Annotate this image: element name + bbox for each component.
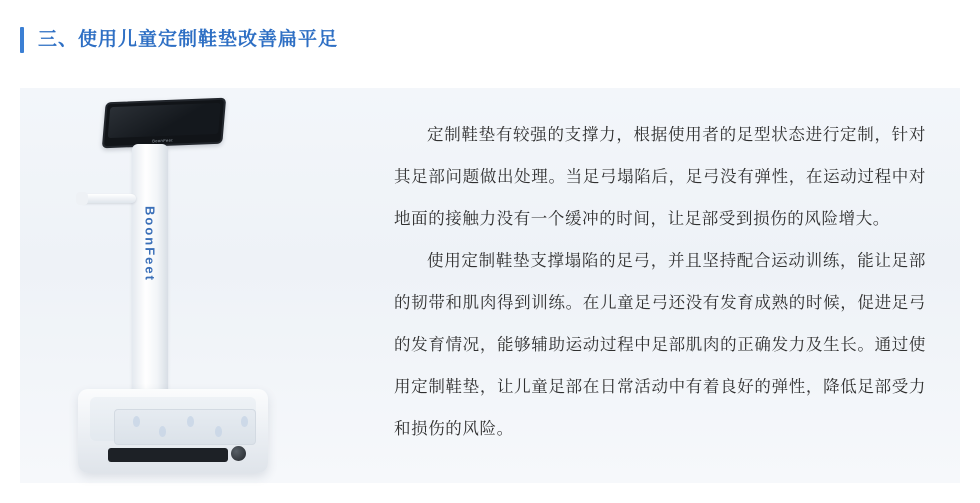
device-card-slot [108, 448, 228, 462]
footprint-mark-icon [159, 426, 166, 437]
monitor-brand-label: BoonFeet [151, 137, 174, 144]
device-handle-cap [76, 192, 88, 205]
paragraph-1: 定制鞋垫有较强的支撑力，根据使用者的足型状态进行定制，针对其足部问题做出处理。当足弓塌陷后，足弓没有弹性，在运动过程中对地面的接触力没有一个缓冲的时间，让足部受到损伤的风险增大。 [394, 126, 926, 228]
device-figure [20, 88, 370, 483]
content-panel [20, 88, 960, 483]
foot-scanner-device [68, 94, 328, 474]
device-handle [80, 194, 136, 203]
footprint-mark-icon [215, 426, 222, 437]
device-base [78, 389, 268, 473]
device-monitor-icon [102, 98, 226, 149]
monitor-screen [108, 103, 221, 138]
footprint-mark-icon [187, 416, 194, 427]
scan-plate [114, 409, 256, 445]
heading-accent-bar [20, 27, 24, 53]
device-base-top [90, 397, 256, 441]
device-column [132, 144, 168, 429]
footprint-mark-icon [241, 416, 248, 427]
section-heading [20, 24, 338, 56]
paragraph-2: 使用定制鞋垫支撑塌陷的足弓，并且坚持配合运动训练，能让足部的韧带和肌肉得到训练。在儿童足弓还没有发育成熟的时候，促进足弓的发育情况，能够辅助运动过程中足部肌肉的正确发力及生长。通过使用定制鞋垫，让儿童足部在日常活动中有着良好的弹性，降低足部受力和损伤的风险。 [394, 252, 926, 438]
device-brand-label: BoonFeet [142, 206, 158, 282]
device-knob-icon [231, 446, 246, 461]
footprint-mark-icon [133, 416, 140, 427]
page-title: 三、使用儿童定制鞋垫改善扁平足 [38, 29, 339, 50]
article-text-column [370, 88, 960, 483]
